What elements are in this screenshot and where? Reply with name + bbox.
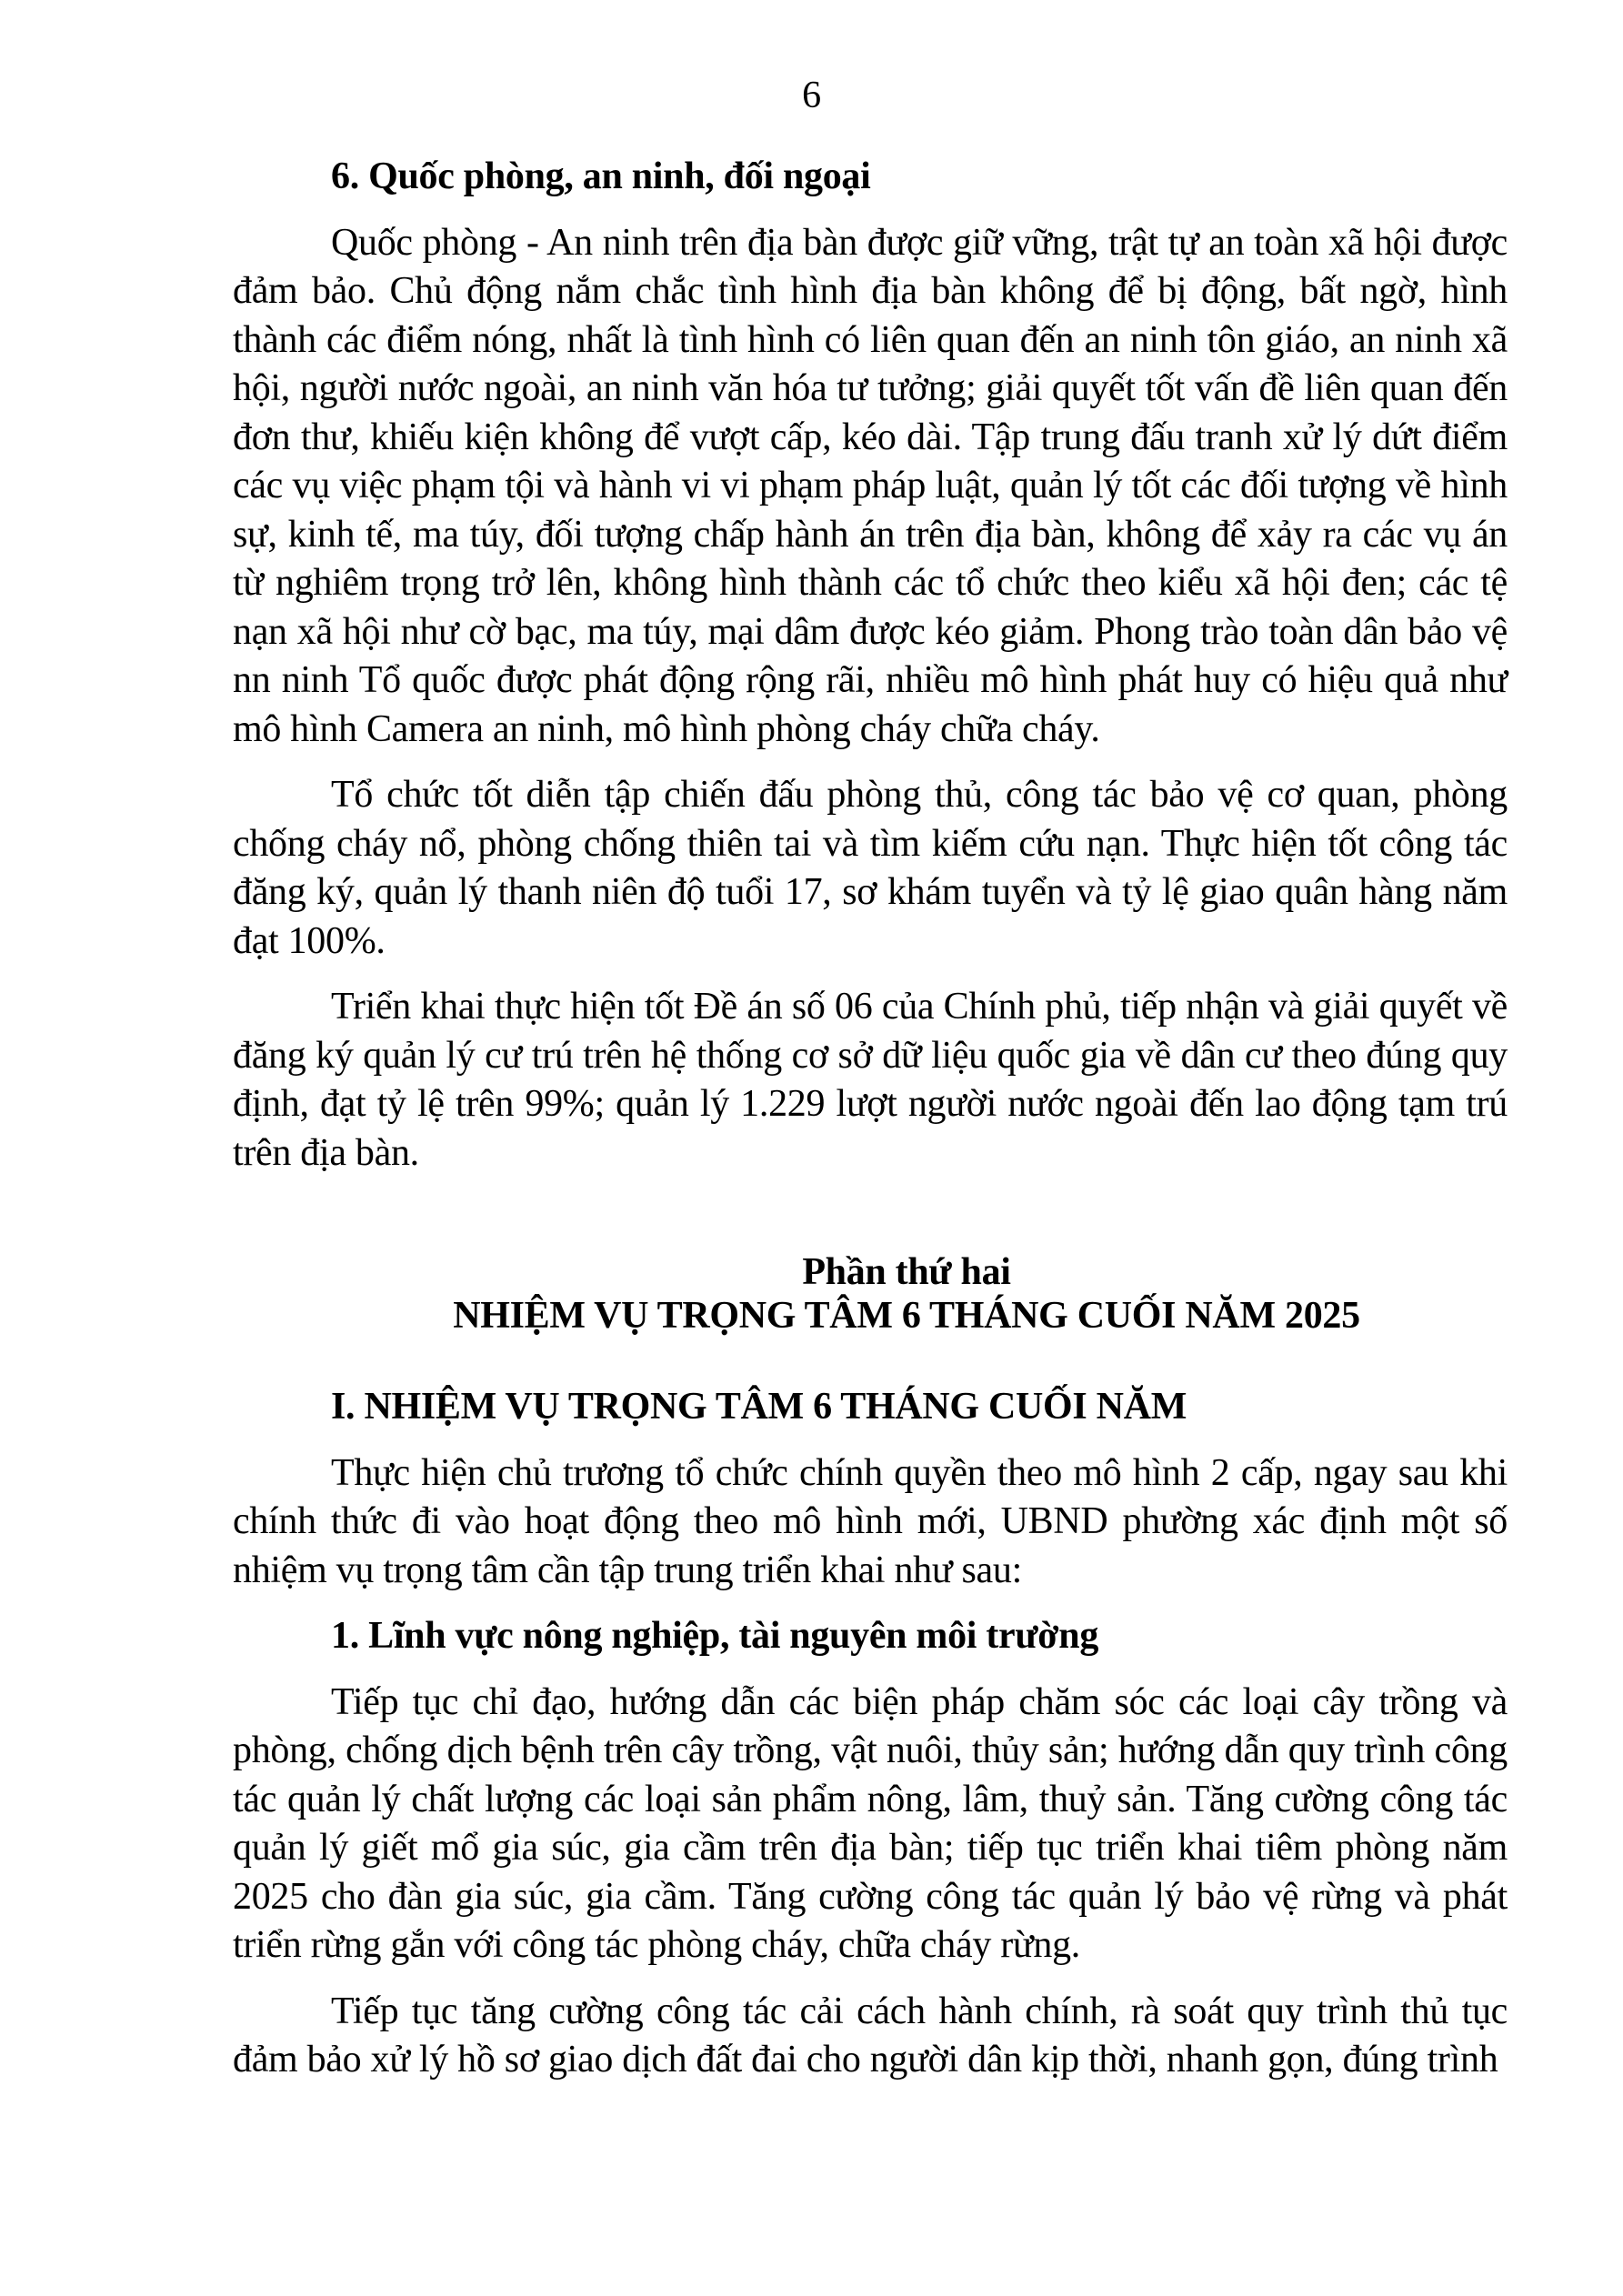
defense-security-heading: 6. Quốc phòng, an ninh, đối ngoại xyxy=(331,155,871,197)
key-tasks-intro-paragraph: Thực hiện chủ trương tổ chức chính quyền theo mô hình 2 cấp, ngay sau khi chính thức đi vào hoạt động theo mô hình mới, UBND phường xác định một số nhiệm vụ trọng tâm cần tập trung triển khai như sau: xyxy=(233,1451,1508,1591)
part-two-title: NHIỆM VỤ TRỌNG TÂM 6 THÁNG CUỐI NĂM 2025 xyxy=(453,1295,1360,1337)
part-two-heading-block xyxy=(233,1250,1508,1338)
agriculture-heading: 1. Lĩnh vực nông nghiệp, tài nguyên môi trường xyxy=(331,1615,1099,1657)
defense-paragraph-1: Quốc phòng - An ninh trên địa bàn được giữ vững, trật tự an toàn xã hội được đảm bảo. Chủ động nắm chắc tình hình địa bàn không để bị động, bất ngờ, hình thành các điểm nóng, nhất là tình hình có liên quan đến an ninh tôn giáo, an ninh xã hội, người nước ngoài, an ninh văn hóa tư tưởng; giải quyết tốt vấn đề liên quan đến đơn thư, khiếu kiện không để vượt cấp, kéo dài. Tập trung đấu tranh xử lý dứt điểm các vụ việc phạm tội và hành vi vi phạm pháp luật, quản lý tốt các đối tượng về hình sự, kinh tế, ma túy, đối tượng chấp hành án trên địa bàn, không để xảy ra các vụ án từ nghiêm trọng trở lên, không hình thành các tổ chức theo kiểu xã hội đen; các tệ nạn xã hội như cờ bạc, ma túy, mại dâm được kéo giảm. Phong trào toàn dân bảo vệ nn ninh Tổ quốc được phát động rộng rãi, nhiều mô hình phát huy có hiệu quả như mô hình Camera an ninh, mô hình phòng cháy chữa cháy. xyxy=(233,221,1508,750)
agriculture-paragraph: Tiếp tục chỉ đạo, hướng dẫn các biện pháp chăm sóc các loại cây trồng và phòng, chống dịch bệnh trên cây trồng, vật nuôi, thủy sản; hướng dẫn quy trình công tác quản lý chất lượng các loại sản phẩm nông, lâm, thuỷ sản. Tăng cường công tác quản lý giết mổ gia súc, gia cầm trên địa bàn; tiếp tục triển khai tiêm phòng năm 2025 cho đàn gia súc, gia cầm. Tăng cường công tác quản lý bảo vệ rừng và phát triển rừng gắn với công tác phòng cháy, chữa cháy rừng. xyxy=(233,1680,1508,1966)
defense-paragraph-2: Tổ chức tốt diễn tập chiến đấu phòng thủ, công tác bảo vệ cơ quan, phòng chống cháy nổ, phòng chống thiên tai và tìm kiếm cứu nạn. Thực hiện tốt công tác đăng ký, quản lý thanh niên độ tuổi 17, sơ khám tuyển và tỷ lệ giao quân hàng năm đạt 100%. xyxy=(233,774,1508,962)
key-tasks-heading: I. NHIỆM VỤ TRỌNG TÂM 6 THÁNG CUỐI NĂM xyxy=(331,1386,1187,1428)
part-two-label: Phần thứ hai xyxy=(802,1251,1011,1293)
defense-paragraph-3: Triển khai thực hiện tốt Đề án số 06 của Chính phủ, tiếp nhận và giải quyết về đăng ký quản lý cư trú trên hệ thống cơ sở dữ liệu quốc gia về dân cư theo đúng quy định, đạt tỷ lệ trên 99%; quản lý 1.229 lượt người nước ngoài đến lao động tạm trú trên địa bàn. xyxy=(233,986,1508,1174)
admin-reform-paragraph: Tiếp tục tăng cường công tác cải cách hành chính, rà soát quy trình thủ tục đảm bảo xử lý hồ sơ giao dịch đất đai cho người dân kịp thời, nhanh gọn, đúng trình xyxy=(233,1990,1508,2080)
page-number: 6 xyxy=(802,75,821,116)
